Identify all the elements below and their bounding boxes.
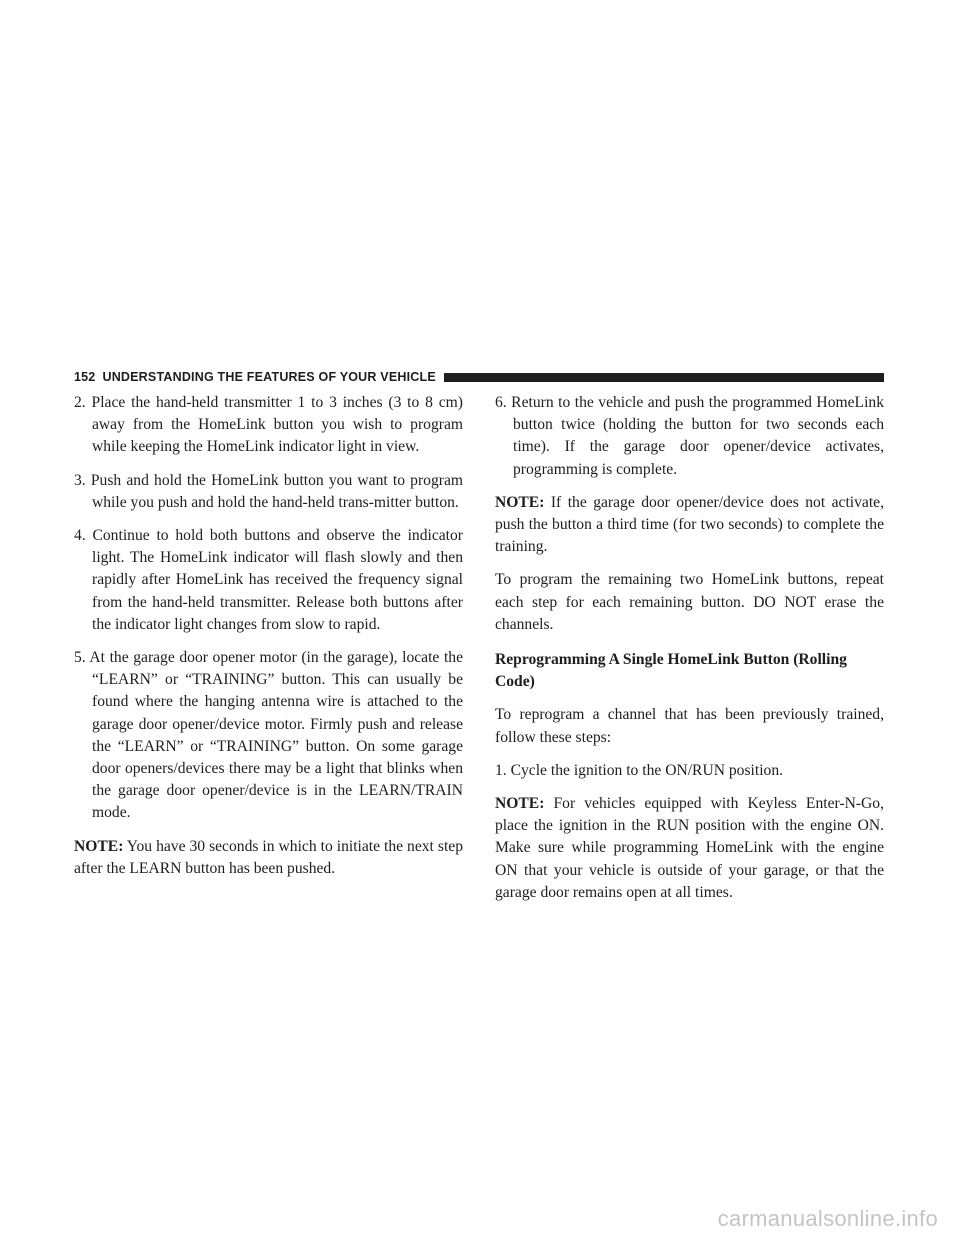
step-4: 4. Continue to hold both buttons and observe the indicator light. The HomeLink indicator will flash slowly and then rapidly after HomeLink has received the frequency signal from the hand-held transmitter. Release both buttons after the indicator light changes from slow to rapid.: [74, 527, 463, 633]
note-text: If the garage door opener/device does not activate, push the button a third time (for two seconds) to complete the training.: [495, 493, 884, 556]
step-6: 6. Return to the vehicle and push the programmed HomeLink button twice (holding the button for two seconds each time). If the garage door opener/device activates, programming is complete.: [495, 394, 884, 478]
step-5: 5. At the garage door opener motor (in the garage), locate the “LEARN” or “TRAINING” button. This can usually be found where the hanging antenna wire is attached to the garage door opener/device motor. Firmly push and release the “LEARN” or “TRAINING” button. On some garage door openers/devices there may be a light that blinks when the garage door opener/device is in the LEARN/TRAIN mode.: [74, 649, 463, 822]
note-label: NOTE:: [495, 795, 545, 813]
note-label: NOTE:: [74, 837, 124, 855]
note-learn: [74, 836, 463, 880]
note-activation: [495, 492, 884, 559]
page-number: 152: [74, 370, 96, 384]
page-header: [74, 369, 884, 385]
right-column: [495, 392, 884, 915]
subheading-reprogramming: Reprogramming A Single HomeLink Button (Rolling Code): [495, 651, 847, 691]
note-label: NOTE:: [495, 493, 545, 511]
paragraph-reprogram-intro: To reprogram a channel that has been previously trained, follow these steps:: [495, 706, 884, 746]
note-keyless: [495, 793, 884, 904]
step-1-cycle-ignition: 1. Cycle the ignition to the ON/RUN position.: [495, 761, 784, 779]
step-3: 3. Push and hold the HomeLink button you want to program while you push and hold the hand-held trans-mitter button.: [74, 471, 463, 511]
header-rule: [444, 373, 884, 382]
section-title: UNDERSTANDING THE FEATURES OF YOUR VEHICLE: [102, 370, 436, 384]
note-text: You have 30 seconds in which to initiate the next step after the LEARN button has been pushed.: [74, 837, 463, 877]
left-column: [74, 392, 463, 891]
watermark-text: carmanualsonline.info: [717, 1206, 938, 1231]
paragraph-remaining-buttons: To program the remaining two HomeLink buttons, repeat each step for each remaining button. DO NOT erase the channels.: [495, 571, 884, 633]
note-text: For vehicles equipped with Keyless Enter-N-Go, place the ignition in the RUN position with the engine ON. Make sure while programming HomeLink with the engine ON that your vehicle is outside of your garage, or that the garage door remains open at all times.: [495, 795, 884, 901]
step-2: 2. Place the hand-held transmitter 1 to 3 inches (3 to 8 cm) away from the HomeLink button you wish to program while keeping the HomeLink indicator light in view.: [74, 394, 463, 456]
